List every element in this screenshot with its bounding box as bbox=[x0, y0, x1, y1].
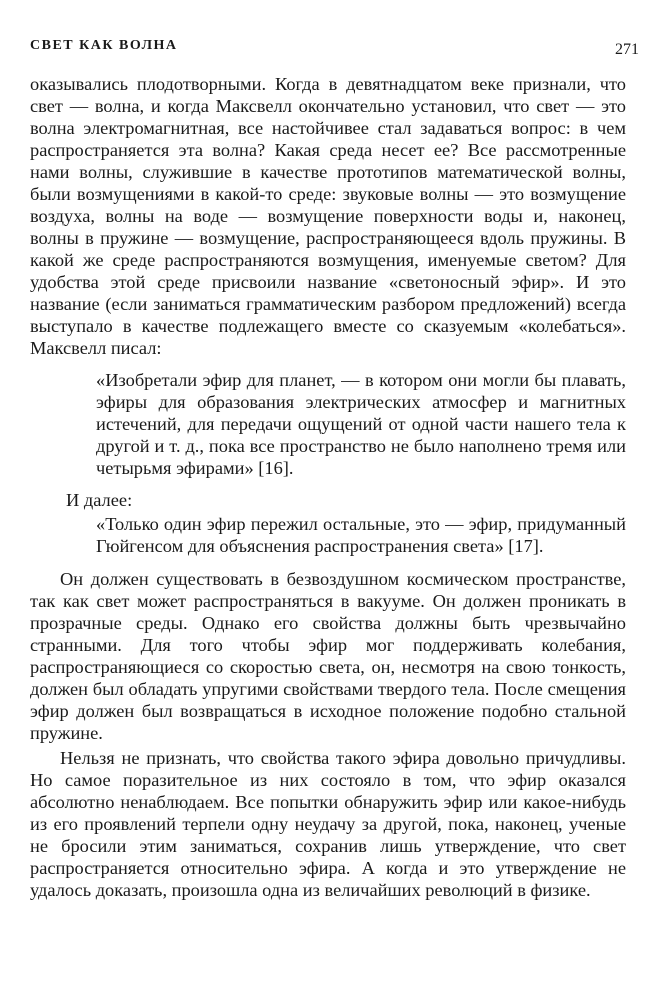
page-body bbox=[30, 73, 626, 901]
lead-in-text: И далее: bbox=[66, 490, 133, 510]
paragraph-ether-unobservable: Нельзя не признать, что свойства такого эфира довольно причудливы. Но самое поразительное из них состояло в том, что эфир оказался абсолютно ненаблюдаем. Все попытки обнаружить эфир или какое-нибудь из его проявлений терпели одну неудачу за другой, пока, наконец, ученые не бросили этим заниматься, сохранив лишь утверждение, что свет распространяется относительно эфира. А когда и это утверждение не удалось доказать, произошла одна из величайших революций в физике. bbox=[30, 748, 626, 900]
block-quote-maxwell: «Изобретали эфир для планет, — в котором они могли бы плавать, эфиры для образования электрических атмосфер и магнитных истечений, для передачи ощущений от одной части нашего тела к другой и т. д., пока все пространство не было наполнено тремя или четырьмя эфирами» [16]. bbox=[96, 370, 626, 478]
paragraph-ether-properties: Он должен существовать в безвоздушном космическом пространстве, так как свет может распространяться в вакууме. Он должен проникать в прозрачные среды. Однако его свойства должны быть чрезвычайно странными. Для того чтобы эфир мог поддерживать колебания, распространяющиеся со скоростью света, он, несмотря на свою тонкость, должен был обладать упругими свойствами твердого тела. После смещения эфир должен был возвращаться в исходное положение подобно стальной пружине. bbox=[30, 569, 626, 743]
paragraph-continuation: оказывались плодотворными. Когда в девятнадцатом веке признали, что свет — волна, и когда Максвелл окончательно установил, что свет — это волна электромагнитная, все настойчивее стал задаваться вопрос: в чем распространяется эта волна? Какая среда несет ее? Все рассмотренные нами волны, служившие в качестве прототипов математической волны, были возмущениями в какой-то среде: звуковые волны — это возмущение воздуха, волны на воде — возмущение поверхности воды и, наконец, волны в пружине — возмущение, распространяющееся вдоль пружины. В какой же среде распространяются возмущения, именуемые светом? Для удобства этой среде присвоили название «светоносный эфир». И это название (если заниматься грамматическим разбором предложений) всегда выступало в качестве подлежащего вместе со сказуемым «колебаться». Максвелл писал: bbox=[30, 74, 626, 358]
running-title: СВЕТ КАК ВОЛНА bbox=[30, 38, 178, 53]
block-quote-huygens: «Только один эфир пережил остальные, это — эфир, придуманный Гюйгенсом для объяснения распространения света» [17]. bbox=[96, 514, 626, 556]
page-number: 271 bbox=[615, 41, 639, 58]
